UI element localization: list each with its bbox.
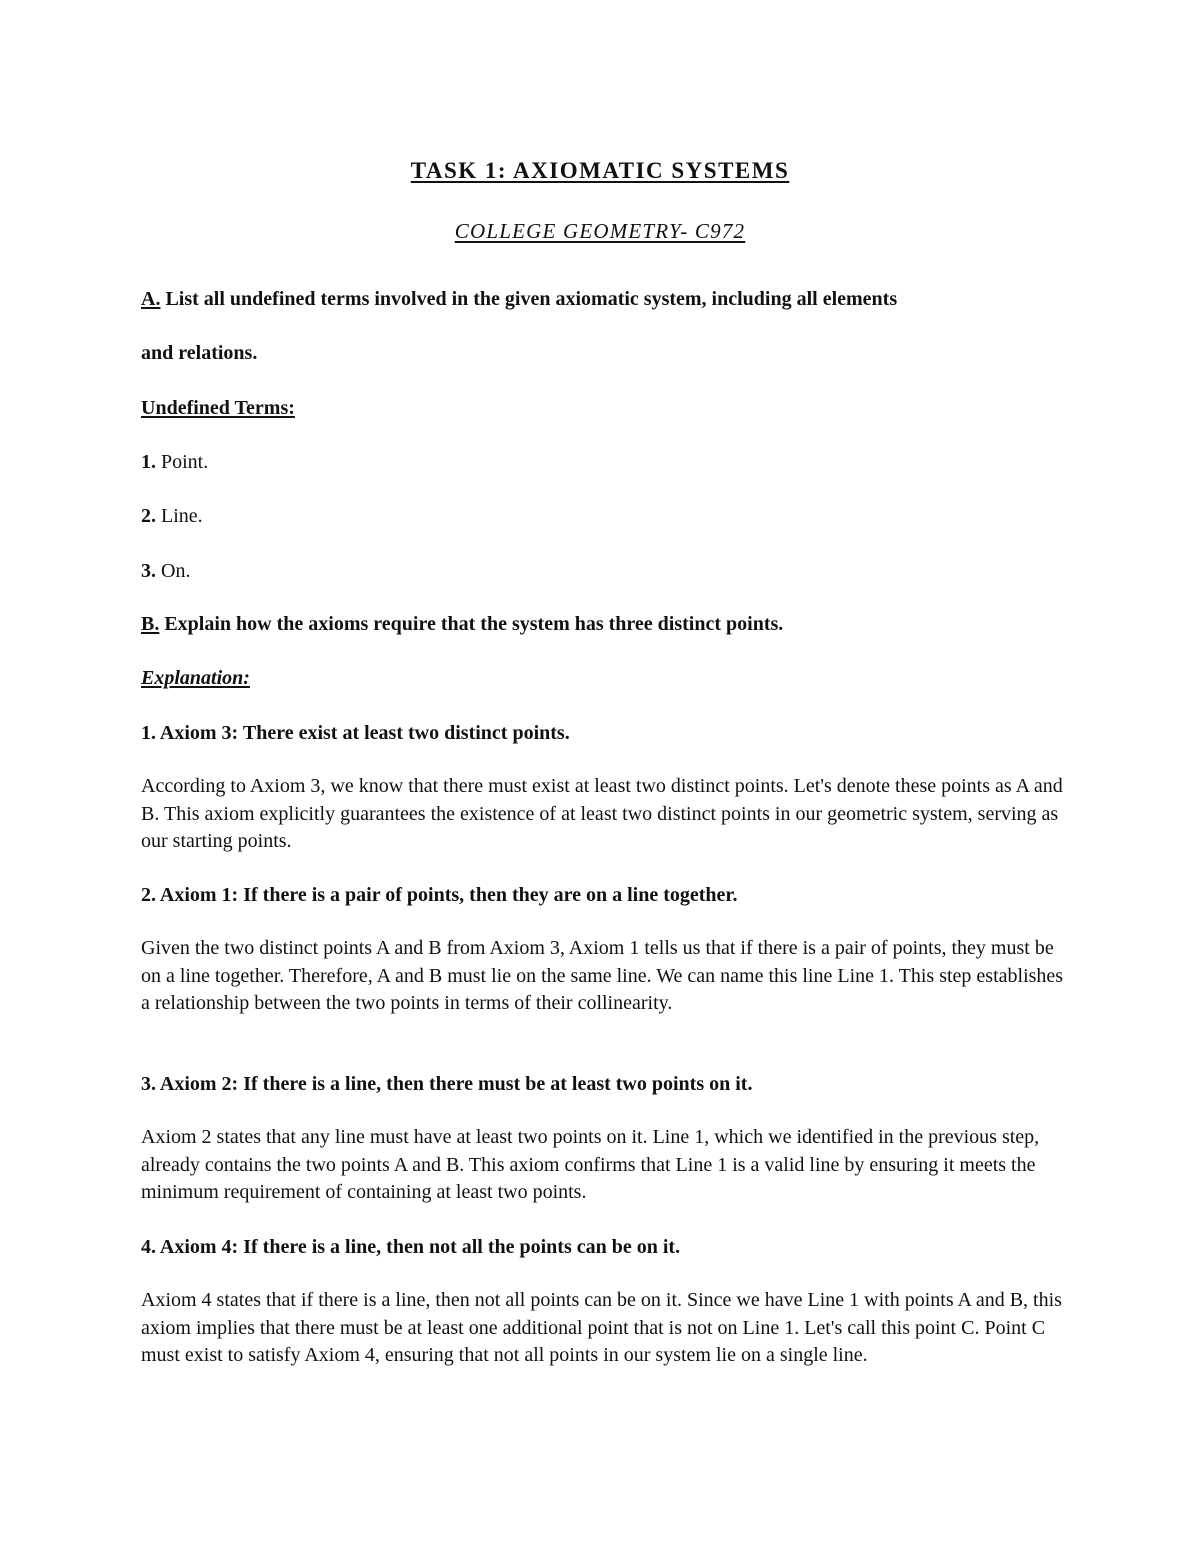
- question-a: [141, 288, 897, 311]
- explanation-heading: Explanation:: [141, 667, 250, 689]
- question-b-text: Explain how the axioms require that the system has three distinct points.: [164, 613, 784, 635]
- term-item: [141, 505, 203, 528]
- step-body: Given the two distinct points A and B from Axiom 3, Axiom 1 tells us that if there is a pair of points, they must be on a line together. Therefore, A and B must lie on the same line. We can name this line Line 1. This step establishes a relationship between the two points in terms of their collinearity.: [141, 937, 1064, 1014]
- question-a-label: A.: [141, 288, 161, 310]
- step-body: According to Axiom 3, we know that there must exist at least two distinct points. Let's denote these points as A and B. This axiom explicitly guarantees the existence of at least two distinct points in our geometric system, serving as our starting points.: [141, 775, 1063, 852]
- step-heading: 2. Axiom 1: If there is a pair of points, then they are on a line together.: [141, 884, 738, 906]
- question-b: [141, 613, 783, 636]
- term-item: [141, 451, 208, 474]
- term-number: 3.: [141, 560, 156, 582]
- undefined-terms-heading: Undefined Terms:: [141, 397, 295, 419]
- step-body: Axiom 2 states that any line must have at least two points on it. Line 1, which we identified in the previous step, already contains the two points A and B. This axiom confirms that Line 1 is a valid line by ensuring it meets the minimum requirement of containing at least two points.: [141, 1126, 1040, 1203]
- step-body: Axiom 4 states that if there is a line, then not all points can be on it. Since we have Line 1 with points A and B, this axiom implies that there must be at least one additional point that is not on Line 1. Let's call this point C. Point C must exist to satisfy Axiom 4, ensuring that not all points in our system lie on a single line.: [141, 1289, 1062, 1366]
- question-a-text: List all undefined terms involved in the given axiomatic system, including all elements: [165, 288, 898, 310]
- term-number: 1.: [141, 451, 156, 473]
- page-title: TASK 1: AXIOMATIC SYSTEMS: [410, 158, 790, 183]
- step-heading: 3. Axiom 2: If there is a line, then there must be at least two points on it.: [141, 1073, 753, 1095]
- term-item: [141, 560, 190, 583]
- term-text: Point.: [161, 451, 209, 473]
- page-subtitle: COLLEGE GEOMETRY- C972: [454, 219, 746, 243]
- question-b-label: B.: [141, 613, 160, 635]
- term-text: On.: [161, 560, 191, 582]
- term-text: Line.: [161, 505, 203, 527]
- step-heading: 4. Axiom 4: If there is a line, then not all the points can be on it.: [141, 1236, 681, 1258]
- question-a-continued: and relations.: [141, 342, 258, 364]
- term-number: 2.: [141, 505, 156, 527]
- step-heading: 1. Axiom 3: There exist at least two distinct points.: [141, 722, 570, 744]
